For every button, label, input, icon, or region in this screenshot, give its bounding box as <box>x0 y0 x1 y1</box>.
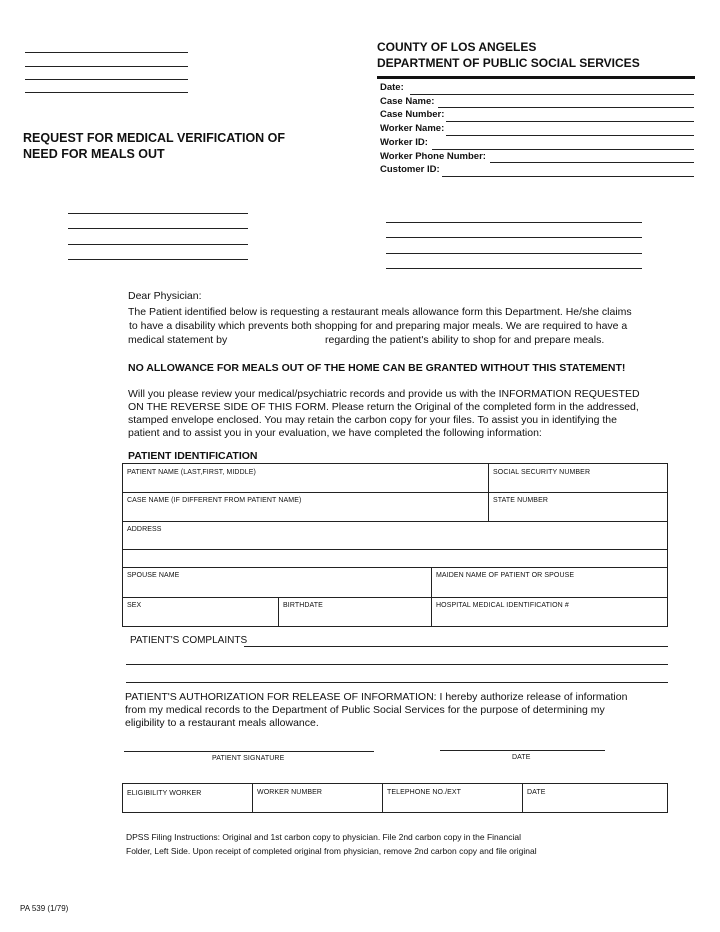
form-title-line2: NEED FOR MEALS OUT <box>23 147 165 161</box>
worker-name-label: Worker Name: <box>380 123 445 134</box>
signature-date-line[interactable] <box>440 750 605 751</box>
warning-statement: NO ALLOWANCE FOR MEALS OUT OF THE HOME CAN BE GRANTED WITHOUT THIS STATEMENT! <box>128 362 626 374</box>
address-line <box>386 253 642 254</box>
spouse-name-label: SPOUSE NAME <box>127 572 180 579</box>
authorization-line3: eligibility to a restaurant meals allowance. <box>125 717 319 729</box>
case-name-field[interactable] <box>438 107 694 108</box>
letter-para2-line1: Will you please review your medical/psychiatric records and provide us with the INFORMATION REQUESTED <box>128 388 640 400</box>
table-col-divider <box>252 784 253 812</box>
address-line <box>25 66 188 67</box>
complaints-line[interactable] <box>244 646 668 647</box>
table-row-divider <box>123 597 667 598</box>
worker-name-field[interactable] <box>446 135 694 136</box>
table-col-divider <box>278 597 279 626</box>
worker-table <box>122 783 668 813</box>
address-line <box>386 222 642 223</box>
signature-date-label: DATE <box>512 754 531 761</box>
address-line <box>68 213 248 214</box>
case-number-label: Case Number: <box>380 109 445 120</box>
patient-signature-line[interactable] <box>124 751 374 752</box>
ssn-label: SOCIAL SECURITY NUMBER <box>493 469 591 476</box>
salutation: Dear Physician: <box>128 290 202 302</box>
maiden-name-label: MAIDEN NAME OF PATIENT OR SPOUSE <box>436 572 575 579</box>
worker-id-label: Worker ID: <box>380 137 428 148</box>
worker-number-label: WORKER NUMBER <box>257 789 323 796</box>
authorization-line1: PATIENT'S AUTHORIZATION FOR RELEASE OF INFORMATION: I hereby authorize release of information <box>125 691 628 703</box>
table-col-divider <box>431 567 432 626</box>
address-label: ADDRESS <box>127 526 162 533</box>
letter-para1-line3b: regarding the patient's ability to shop for and prepare meals. <box>325 334 605 346</box>
address-line <box>68 244 248 245</box>
letter-para1-line2: to have a disability which prevents both shopping for and preparing major meals. We are required to have a <box>129 320 628 332</box>
letter-para1-line3a: medical statement by <box>128 334 228 346</box>
birthdate-label: BIRTHDATE <box>283 602 323 609</box>
patient-id-table <box>122 463 668 627</box>
hospital-id-label: HOSPITAL MEDICAL IDENTIFICATION # <box>436 602 569 609</box>
address-line <box>25 92 188 93</box>
case-name-label: Case Name: <box>380 96 435 107</box>
department-name: DEPARTMENT OF PUBLIC SOCIAL SERVICES <box>377 56 640 70</box>
case-name-cell-label: CASE NAME (IF DIFFERENT FROM PATIENT NAME) <box>127 497 302 504</box>
table-col-divider <box>488 464 489 521</box>
worker-id-field[interactable] <box>432 149 694 150</box>
date-field[interactable] <box>410 94 694 95</box>
address-line <box>25 79 188 80</box>
sex-label: SEX <box>127 602 142 609</box>
table-row-divider <box>123 567 667 568</box>
form-number: PA 539 (1/79) <box>20 904 69 913</box>
case-number-field[interactable] <box>446 121 694 122</box>
header-thick-rule <box>377 76 695 79</box>
table-col-divider <box>522 784 523 812</box>
agency-name: COUNTY OF LOS ANGELES <box>377 40 537 54</box>
eligibility-worker-label: ELIGIBILITY WORKER <box>127 790 202 797</box>
letter-para2-line4: patient and to assist you in your evaluation, we have completed the following information: <box>128 427 542 439</box>
letter-para2-line2: ON THE REVERSE SIDE OF THIS FORM. Please return the Original of the completed form in the addressed, <box>128 401 639 413</box>
complaints-label: PATIENT'S COMPLAINTS <box>130 635 248 646</box>
authorization-line2: from my medical records to the Department of Public Social Services for the purpose of determining my <box>125 704 605 716</box>
patient-name-label: PATIENT NAME (LAST,FIRST, MIDDLE) <box>127 469 256 476</box>
customer-id-label: Customer ID: <box>380 164 440 175</box>
table-row-divider <box>123 521 667 522</box>
table-row-divider <box>123 549 667 550</box>
complaints-line[interactable] <box>126 664 668 665</box>
state-number-label: STATE NUMBER <box>493 497 548 504</box>
address-line <box>25 52 188 53</box>
customer-id-field[interactable] <box>442 176 694 177</box>
letter-para2-line3: stamped envelope enclosed. You may retain the carbon copy for your files. To assist you in identifying the <box>128 414 617 426</box>
worker-phone-label: Worker Phone Number: <box>380 151 486 162</box>
patient-id-heading: PATIENT IDENTIFICATION <box>128 450 258 462</box>
form-title-line1: REQUEST FOR MEDICAL VERIFICATION OF <box>23 131 286 145</box>
complaints-line[interactable] <box>126 682 668 683</box>
table-row-divider <box>123 492 667 493</box>
worker-phone-field[interactable] <box>490 162 694 163</box>
address-line <box>386 237 642 238</box>
date-label: Date: <box>380 82 404 93</box>
filing-instructions-line2: Folder, Left Side. Upon receipt of completed original from physician, remove 2nd carbon copy and file original <box>126 846 537 856</box>
table-col-divider <box>382 784 383 812</box>
patient-signature-label: PATIENT SIGNATURE <box>212 755 285 762</box>
letter-para1-line1: The Patient identified below is requesting a restaurant meals allowance form this Department. He/she claims <box>128 306 632 318</box>
address-line <box>68 228 248 229</box>
address-line <box>386 268 642 269</box>
filing-instructions-line1: DPSS Filing Instructions: Original and 1st carbon copy to physician. File 2nd carbon copy in the Financial <box>126 832 521 842</box>
worker-date-label: DATE <box>527 789 546 796</box>
address-line <box>68 259 248 260</box>
telephone-label: TELEPHONE NO./EXT <box>387 789 462 796</box>
